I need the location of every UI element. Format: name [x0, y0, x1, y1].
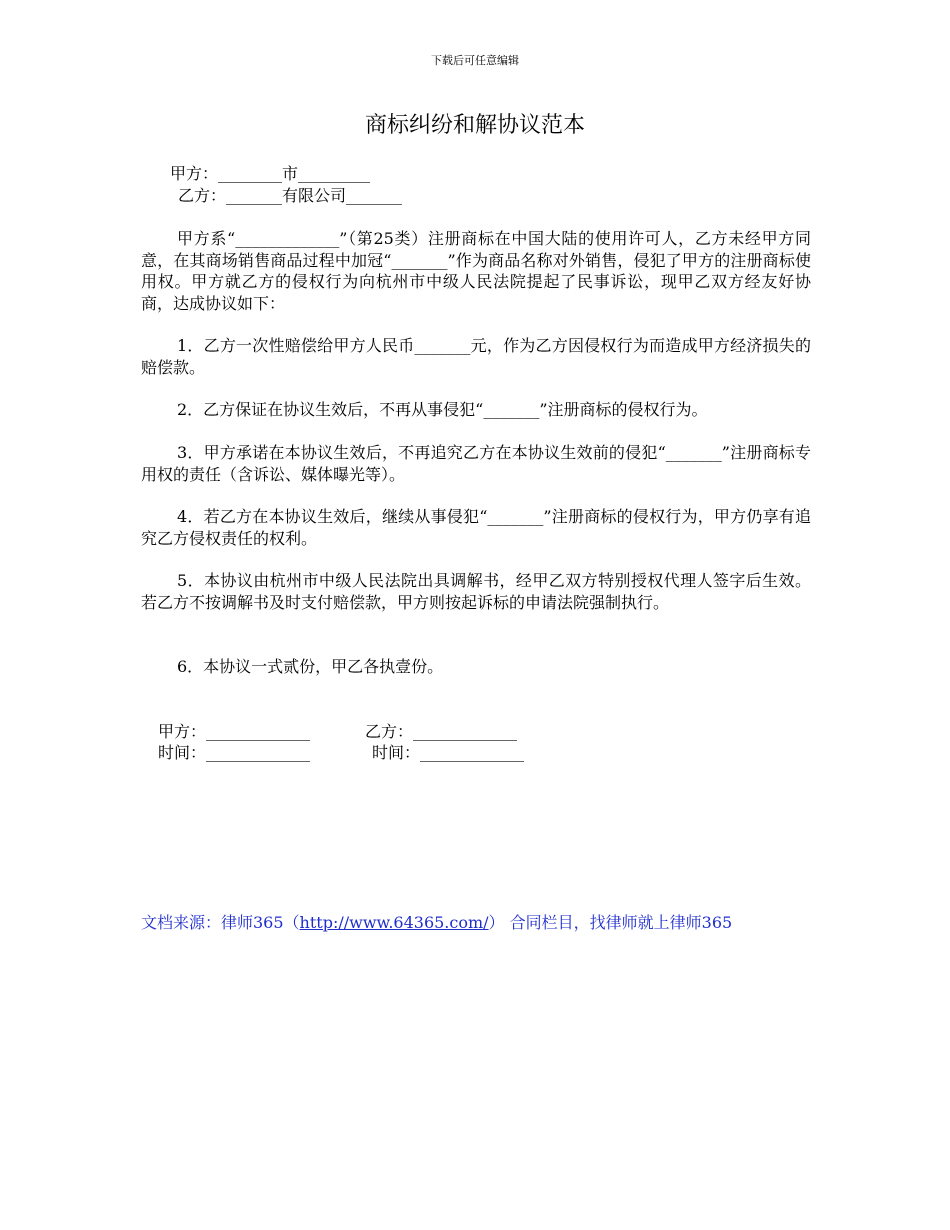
clause-2: 2．乙方保证在协议生效后，不再从事侵犯“_______”注册商标的侵权行为。 — [177, 400, 708, 419]
clause-5: 5．本协议由杭州市中级人民法院出具调解书，经甲乙双方特别授权代理人签字后生效。若乙方不按调解书及时支付赔偿款，甲方则按起诉标的申请法院强制执行。 — [141, 571, 811, 612]
signature-time-a: 时间：_____________ — [158, 743, 311, 762]
signature-party-a: 甲方：_____________ — [158, 722, 311, 741]
party-a-line: 甲方：________市_________ — [170, 164, 371, 183]
footer-source — [141, 912, 732, 934]
signature-time-b: 时间：_____________ — [372, 743, 525, 762]
clause-3: 3．甲方承诺在本协议生效后，不再追究乙方在本协议生效前的侵犯“_______”注册商标专用权的责任（含诉讼、媒体曝光等）。 — [141, 443, 811, 484]
signature-party-b: 乙方：_____________ — [365, 722, 518, 741]
party-b-line: 乙方：_______有限公司_______ — [178, 186, 403, 205]
header-note: 下载后可任意编辑 — [431, 54, 519, 67]
intro-paragraph: 甲方系“_____________”（第25类）注册商标在中国大陆的使用许可人，乙方未经甲方同意，在其商场销售商品过程中加冠“_______”作为商品名称对外销售，侵犯了甲方的注册商标使用权。甲方就乙方的侵权行为向杭州市中级人民法院提起了民事诉讼，现甲乙双方经友好协商，达成协议如下： — [141, 229, 811, 313]
footer-suffix: ） 合同栏目，找律师就上律师365 — [488, 913, 733, 932]
clause-1: 1．乙方一次性赔偿给甲方人民币_______元，作为乙方因侵权行为而造成甲方经济损失的赔偿款。 — [141, 336, 811, 377]
clause-6: 6．本协议一式贰份，甲乙各执壹份。 — [177, 657, 444, 676]
footer-link[interactable]: http://www.64365.com/ — [299, 913, 489, 932]
clause-4: 4．若乙方在本协议生效后，继续从事侵犯“_______”注册商标的侵权行为，甲方仍享有追究乙方侵权责任的权利。 — [141, 507, 811, 548]
footer-prefix: 文档来源：律师365（ — [141, 913, 300, 932]
document-title: 商标纠纷和解协议范本 — [364, 113, 585, 138]
